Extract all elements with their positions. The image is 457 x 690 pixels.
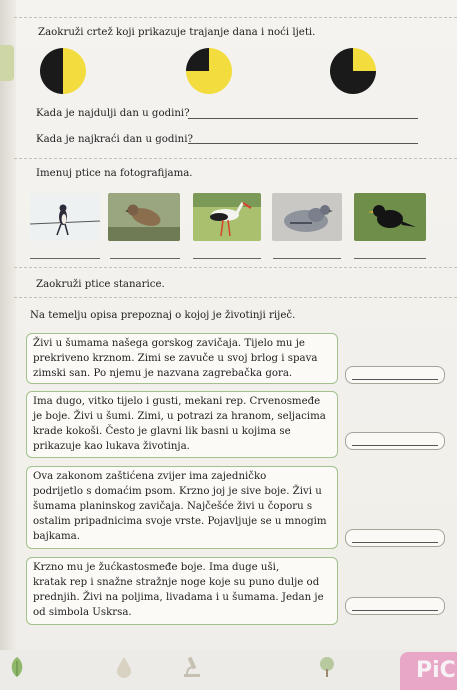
day-night-diagram-2[interactable] — [186, 48, 232, 94]
description-line: od simbola Uskrsa. — [33, 607, 132, 618]
drop-icon — [112, 655, 136, 679]
description-line: kratak rep i snažne stražnje noge koje su puno dulje od — [33, 577, 320, 588]
description-line: bajkama. — [33, 531, 80, 542]
task4-instruction: Na temelju opisa prepoznaj o kojoj je životinji riječ. — [30, 310, 296, 321]
answer-line-bird-5[interactable] — [354, 258, 426, 259]
description-line: krade kokoši. Često je glavni lik basni u kojima se — [33, 426, 291, 437]
answer-line-bird-2[interactable] — [110, 258, 180, 259]
description-line: Krzno mu je žućkastosmeđe boje. Ima duge uši, — [33, 562, 280, 573]
tree-icon — [315, 655, 343, 679]
answer-line-shortest-day[interactable] — [188, 143, 418, 144]
microscope-icon — [180, 655, 204, 679]
separator — [14, 297, 457, 298]
description-line: prikazuje kao lukava životinja. — [33, 441, 190, 452]
description-line: zimski san. Po njemu je nazvana zagrebačka gora. — [33, 368, 293, 379]
sparrow-photo — [108, 193, 180, 241]
description-line: ostalim pripadnicima svoje vrste. Pojavljuje se u mnogim — [33, 516, 327, 527]
answer-field-wolf[interactable] — [345, 529, 445, 547]
task1-instruction: Zaokruži crtež koji prikazuje trajanje dana i noći ljeti. — [38, 27, 316, 38]
separator — [14, 17, 457, 18]
separator — [14, 158, 457, 159]
description-line: podrijetlo s domaćim psom. Krzno joj je sive boje. Živi u — [33, 486, 322, 497]
page-edge — [0, 0, 16, 690]
answer-line-bird-3[interactable] — [193, 258, 261, 259]
stork-photo — [193, 193, 261, 241]
description-line: prekriveno krznom. Zimi se zavuče u svoj brlog i spava — [33, 353, 318, 364]
day-night-diagram-1[interactable] — [40, 48, 86, 94]
day-night-diagram-3[interactable] — [330, 48, 376, 94]
description-line: prednjih. Živi na poljima, livadama i u šumama. Jedan je — [33, 592, 324, 603]
description-line: šumama planinskog zavičaja. Najčešće živi u čoporu s — [33, 501, 313, 512]
answer-field-hare[interactable] — [345, 597, 445, 615]
description-box-wolf — [26, 466, 338, 549]
description-line: Živi u šumama našega gorskog zavičaja. Tijelo mu je — [33, 338, 305, 349]
description-line: je boje. Živi u šumi. Zimi, u potrazi za hranom, seljacima — [33, 411, 326, 422]
answer-field-fox[interactable] — [345, 432, 445, 450]
blackbird-photo — [354, 193, 426, 241]
publisher-logo: PiC — [400, 652, 457, 690]
description-box-fox — [26, 391, 338, 458]
question-longest-day: Kada je najdulji dan u godini? — [36, 108, 190, 119]
swallow-photo — [30, 193, 100, 241]
leaf-icon — [5, 655, 29, 679]
answer-field-bear[interactable] — [345, 366, 445, 384]
answer-line-bird-4[interactable] — [273, 258, 341, 259]
answer-line-bird-1[interactable] — [30, 258, 100, 259]
description-box-bear — [26, 333, 338, 384]
separator — [14, 267, 457, 268]
description-box-hare — [26, 557, 338, 625]
task3-instruction: Zaokruži ptice stanarice. — [36, 279, 165, 290]
footer-band — [0, 650, 457, 690]
description-line: Ima dugo, vitko tijelo i gusti, mekani rep. Crvenosmeđe — [33, 396, 321, 407]
description-line: Ova zakonom zaštićena zvijer ima zajedničko — [33, 471, 267, 482]
task2-instruction: Imenuj ptice na fotografijama. — [36, 168, 193, 179]
answer-line-longest-day[interactable] — [188, 118, 418, 119]
pigeon-photo — [272, 193, 342, 241]
question-shortest-day: Kada je najkraći dan u godini? — [36, 134, 193, 145]
margin-tab — [0, 45, 14, 81]
